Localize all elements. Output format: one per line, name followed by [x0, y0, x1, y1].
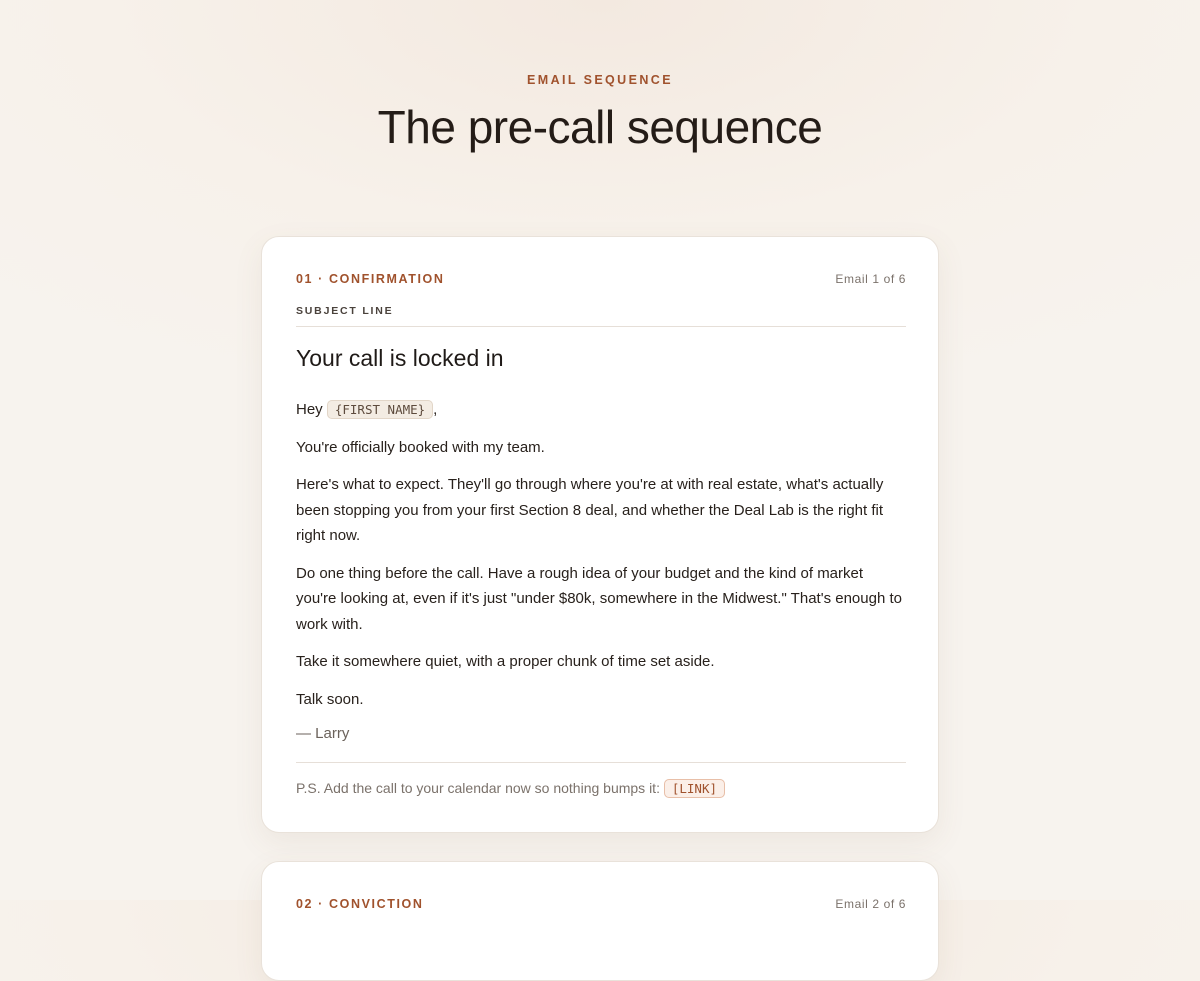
greeting [296, 397, 906, 423]
link-token: [LINK] [664, 779, 725, 798]
section-eyebrow: EMAIL SEQUENCE [527, 73, 673, 87]
body-paragraph: Take it somewhere quiet, with a proper chunk of time set aside. [296, 653, 715, 670]
divider [296, 762, 906, 763]
first-name-token: {FIRST NAME} [327, 400, 433, 419]
divider [296, 326, 906, 327]
email-step-label: 02 · CONVICTION [296, 897, 424, 911]
postscript [296, 780, 725, 796]
email-count: Email 1 of 6 [835, 272, 906, 286]
greeting-punctuation: , [433, 401, 438, 418]
body-paragraph: You're officially booked with my team. [296, 438, 545, 456]
body-paragraph: Do one thing before the call. Have a rough idea of your budget and the kind of market you're looking at, even if it's just "under $80k, somewhere in the Midwest." That's enough to work with. [296, 564, 902, 633]
subject-line-label: SUBJECT LINE [296, 305, 394, 317]
page-title: The pre-call sequence [377, 101, 823, 153]
email-step-label: 01 · CONFIRMATION [296, 272, 445, 286]
greeting-text: Hey [296, 401, 323, 418]
email-subject: Your call is locked in [296, 345, 504, 371]
email-card [261, 861, 939, 981]
email-count: Email 2 of 6 [835, 897, 906, 911]
body-paragraph: Talk soon. [296, 690, 364, 708]
signoff: — Larry [296, 725, 350, 742]
email-card [261, 236, 939, 833]
body-paragraph: Here's what to expect. They'll go through where you're at with real estate, what's actually been stopping you from your first Section 8 deal, and whether the Deal Lab is the right fit right now. [296, 476, 884, 544]
postscript-text: P.S. Add the call to your calendar now so nothing bumps it: [296, 780, 660, 796]
email-body [296, 397, 906, 724]
